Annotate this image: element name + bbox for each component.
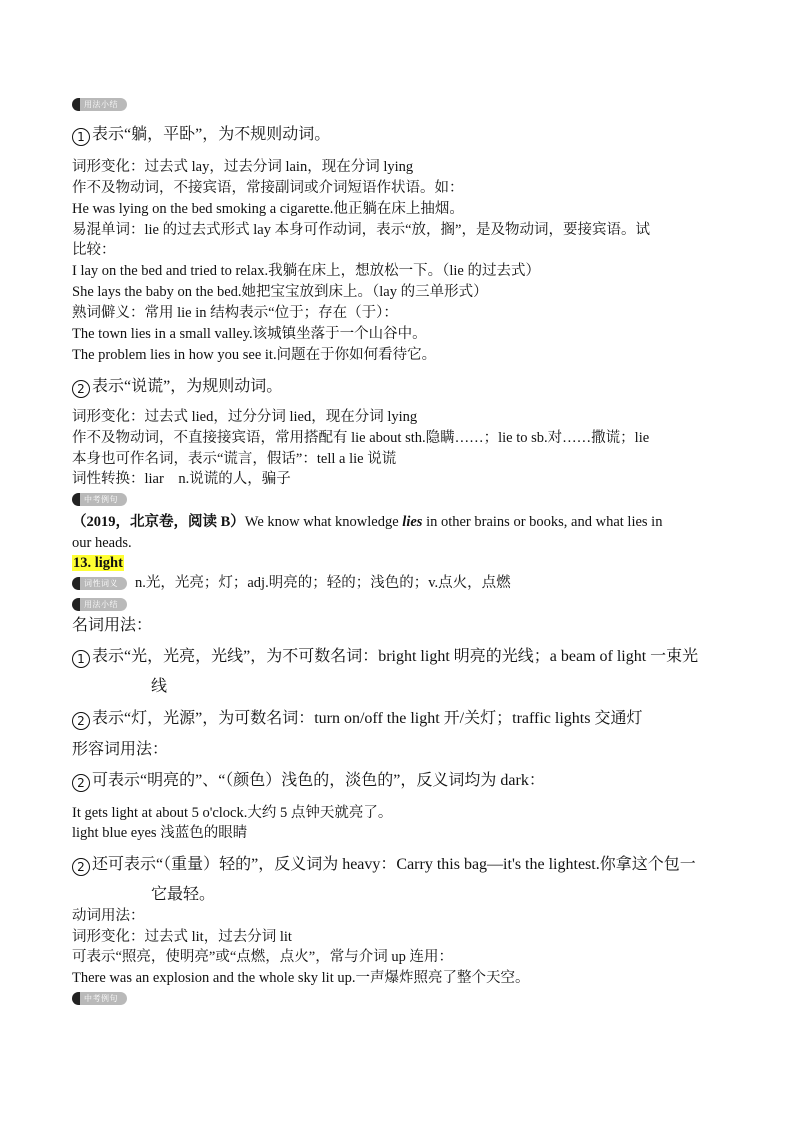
light-adj-2: 2 还可表示“（重量）轻的”，反义词为 heavy：Carry this bag—it's the lightest.你拿这个包一 <box>72 854 696 876</box>
usage-summary-badge: 用法小结 <box>72 98 127 111</box>
lie-phrase: 熟词僻义：常用 lie in 结构表示“位于；存在（于）： <box>72 305 398 321</box>
lie-intrans-2b: 本身也可作名词，表示“谎言，假话”：tell a lie 说谎 <box>72 451 397 467</box>
lie-forms-1: 词形变化：过去式 lay，过去分词 lain，现在分词 lying <box>72 159 414 175</box>
circled-number-icon: 2 <box>72 712 90 730</box>
lie-exam-sentence-cont: our heads. <box>72 535 132 551</box>
lie-exam-sentence: （2019，北京卷，阅读 B）We know what knowledge lies in other brains or books, and what lies in <box>72 514 663 530</box>
light-noun-title: 名词用法： <box>72 617 153 634</box>
lie-sense-2: 2 表示“说谎”，为规则动词。 <box>72 376 282 398</box>
light-noun-1-cont: 线 <box>151 678 168 695</box>
lie-intrans-2a: 作不及物动词，不直接接宾语，常用搭配有 lie about sth.隐瞒……；lie to sb.对……撒谎；lie <box>72 430 650 446</box>
light-noun-2: 2 表示“灯，光源”，为可数名词：turn on/off the light 开/关灯；traffic lights 交通灯 <box>72 708 642 730</box>
light-verb-desc: 可表示“照亮，使明亮”或“点燃，点火”，常与介词 up 连用： <box>72 949 453 965</box>
circled-number-icon: 2 <box>72 380 90 398</box>
light-adj-1: 2 可表示“明亮的”、“（颜色）浅色的，淡色的”，反义词均为 dark： <box>72 770 545 792</box>
light-example-2: light blue eyes 浅蓝色的眼睛 <box>72 825 248 841</box>
circled-number-icon: 2 <box>72 774 90 792</box>
light-adj-title: 形容词用法： <box>72 741 169 758</box>
light-noun-1: 1 表示“光，光亮，光线”，为不可数名词：bright light 明亮的光线；a beam of light 一束光 <box>72 646 698 668</box>
lie-confuse-1: 易混单词：lie 的过去式形式 lay 本身可作动词，表示“放，搁”，是及物动词，要接宾语。试 <box>72 222 650 238</box>
circled-number-icon: 1 <box>72 128 90 146</box>
light-verb-forms: 词形变化：过去式 lit，过去分词 lit <box>72 929 292 945</box>
exam-example-badge: 中考例句 <box>72 992 127 1005</box>
circled-number-icon: 2 <box>72 858 90 876</box>
light-pos-meaning: n.光，光亮；灯；adj.明亮的；轻的；浅色的；v.点火，点燃 <box>135 575 511 591</box>
usage-summary-badge: 用法小结 <box>72 598 127 611</box>
lie-forms-2: 词形变化：过去式 lied，过分分词 lied，现在分词 lying <box>72 409 418 425</box>
light-verb-title: 动词用法： <box>72 908 145 924</box>
light-example-1: It gets light at about 5 o'clock.大约 5 点钟天就亮了。 <box>72 805 393 821</box>
lie-confuse-2: 比较： <box>72 242 116 258</box>
pos-meaning-badge: 词性词义 <box>72 577 127 590</box>
light-adj-2-cont: 它最轻。 <box>151 886 216 903</box>
circled-number-icon: 1 <box>72 650 90 668</box>
lie-example-5: The problem lies in how you see it.问题在于你如何看待它。 <box>72 347 437 363</box>
lie-example-3: She lays the baby on the bed.她把宝宝放到床上。（lay 的三单形式） <box>72 284 488 300</box>
lie-example-4: The town lies in a small valley.该城镇坐落于一个山谷中。 <box>72 326 427 342</box>
lie-pos-change: 词性转换：liar n.说谎的人，骗子 <box>72 471 291 487</box>
lie-intrans-1: 作不及物动词，不接宾语，常接副词或介词短语作状语。如： <box>72 180 464 196</box>
lie-example-1: He was lying on the bed smoking a cigarette.他正躺在床上抽烟。 <box>72 201 464 217</box>
light-example-3: There was an explosion and the whole sky lit up.一声爆炸照亮了整个天空。 <box>72 970 530 986</box>
exam-example-badge: 中考例句 <box>72 493 127 506</box>
lie-example-2: I lay on the bed and tried to relax.我躺在床上，想放松一下。（lie 的过去式） <box>72 263 540 279</box>
lie-sense-1: 1 表示“躺，平卧”，为不规则动词。 <box>72 124 330 146</box>
light-heading: 13. light <box>73 555 123 571</box>
